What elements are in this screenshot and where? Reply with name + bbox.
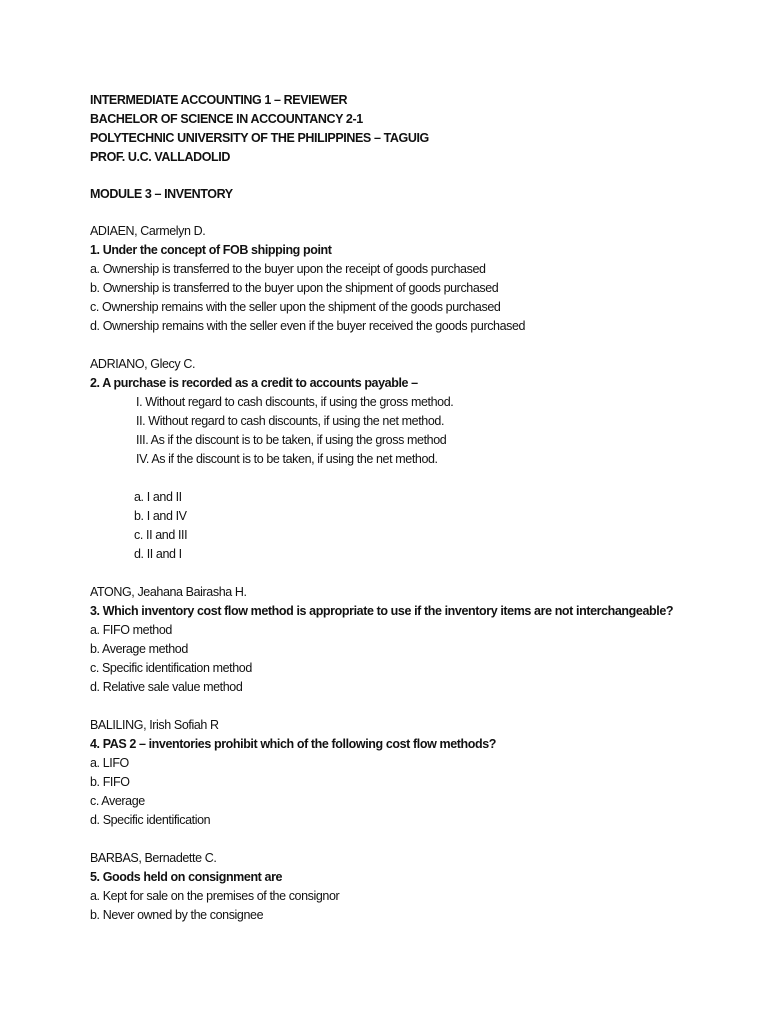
question-author: BALILING, Irish Sofiah R xyxy=(90,718,219,732)
question-author: ADIAEN, Carmelyn D. xyxy=(90,224,206,238)
roman-statement: II. Without regard to cash discounts, if using the net method. xyxy=(136,414,445,428)
answer-choice: d. Ownership remains with the seller even if the buyer received the goods purchased xyxy=(90,319,526,333)
answer-choice: d. Relative sale value method xyxy=(90,680,243,694)
answer-choice: a. Ownership is transferred to the buyer upon the receipt of goods purchased xyxy=(90,262,486,276)
answer-choice: b. FIFO xyxy=(90,775,130,789)
header-professor: PROF. U.C. VALLADOLID xyxy=(90,150,230,164)
answer-choice: c. Specific identification method xyxy=(90,661,252,675)
answer-choice: b. Ownership is transferred to the buyer upon the shipment of goods purchased xyxy=(90,281,499,295)
module-title: MODULE 3 – INVENTORY xyxy=(90,187,233,201)
answer-choice: c. Average xyxy=(90,794,145,808)
question-author: ADRIANO, Glecy C. xyxy=(90,357,196,371)
answer-choice: a. FIFO method xyxy=(90,623,172,637)
answer-choice: c. Ownership remains with the seller upon the shipment of the goods purchased xyxy=(90,300,501,314)
answer-choice: d. II and I xyxy=(134,547,182,561)
roman-statement: III. As if the discount is to be taken, if using the gross method xyxy=(136,433,447,447)
question-text: 5. Goods held on consignment are xyxy=(90,870,283,884)
answer-choice: c. II and III xyxy=(134,528,188,542)
document-page xyxy=(90,91,750,925)
question-text: 3. Which inventory cost flow method is appropriate to use if the inventory items are not interchangeable? xyxy=(90,604,674,618)
roman-statement: IV. As if the discount is to be taken, if using the net method. xyxy=(136,452,438,466)
question-text: 4. PAS 2 – inventories prohibit which of the following cost flow methods? xyxy=(90,737,497,751)
header-university: POLYTECHNIC UNIVERSITY OF THE PHILIPPINES – TAGUIG xyxy=(90,131,429,145)
answer-choice: b. I and IV xyxy=(134,509,187,523)
answer-choice: a. Kept for sale on the premises of the consignor xyxy=(90,889,340,903)
roman-statement: I. Without regard to cash discounts, if using the gross method. xyxy=(136,395,454,409)
answer-choice: a. I and II xyxy=(134,490,182,504)
question-text: 1. Under the concept of FOB shipping point xyxy=(90,243,332,257)
answer-choice: d. Specific identification xyxy=(90,813,211,827)
answer-choice: b. Never owned by the consignee xyxy=(90,908,264,922)
header-course-title: INTERMEDIATE ACCOUNTING 1 – REVIEWER xyxy=(90,93,348,107)
answer-choice: a. LIFO xyxy=(90,756,129,770)
question-author: ATONG, Jeahana Bairasha H. xyxy=(90,585,247,599)
answer-choice: b. Average method xyxy=(90,642,188,656)
question-author: BARBAS, Bernadette C. xyxy=(90,851,217,865)
question-text: 2. A purchase is recorded as a credit to accounts payable – xyxy=(90,376,418,390)
header-program: BACHELOR OF SCIENCE IN ACCOUNTANCY 2-1 xyxy=(90,112,363,126)
